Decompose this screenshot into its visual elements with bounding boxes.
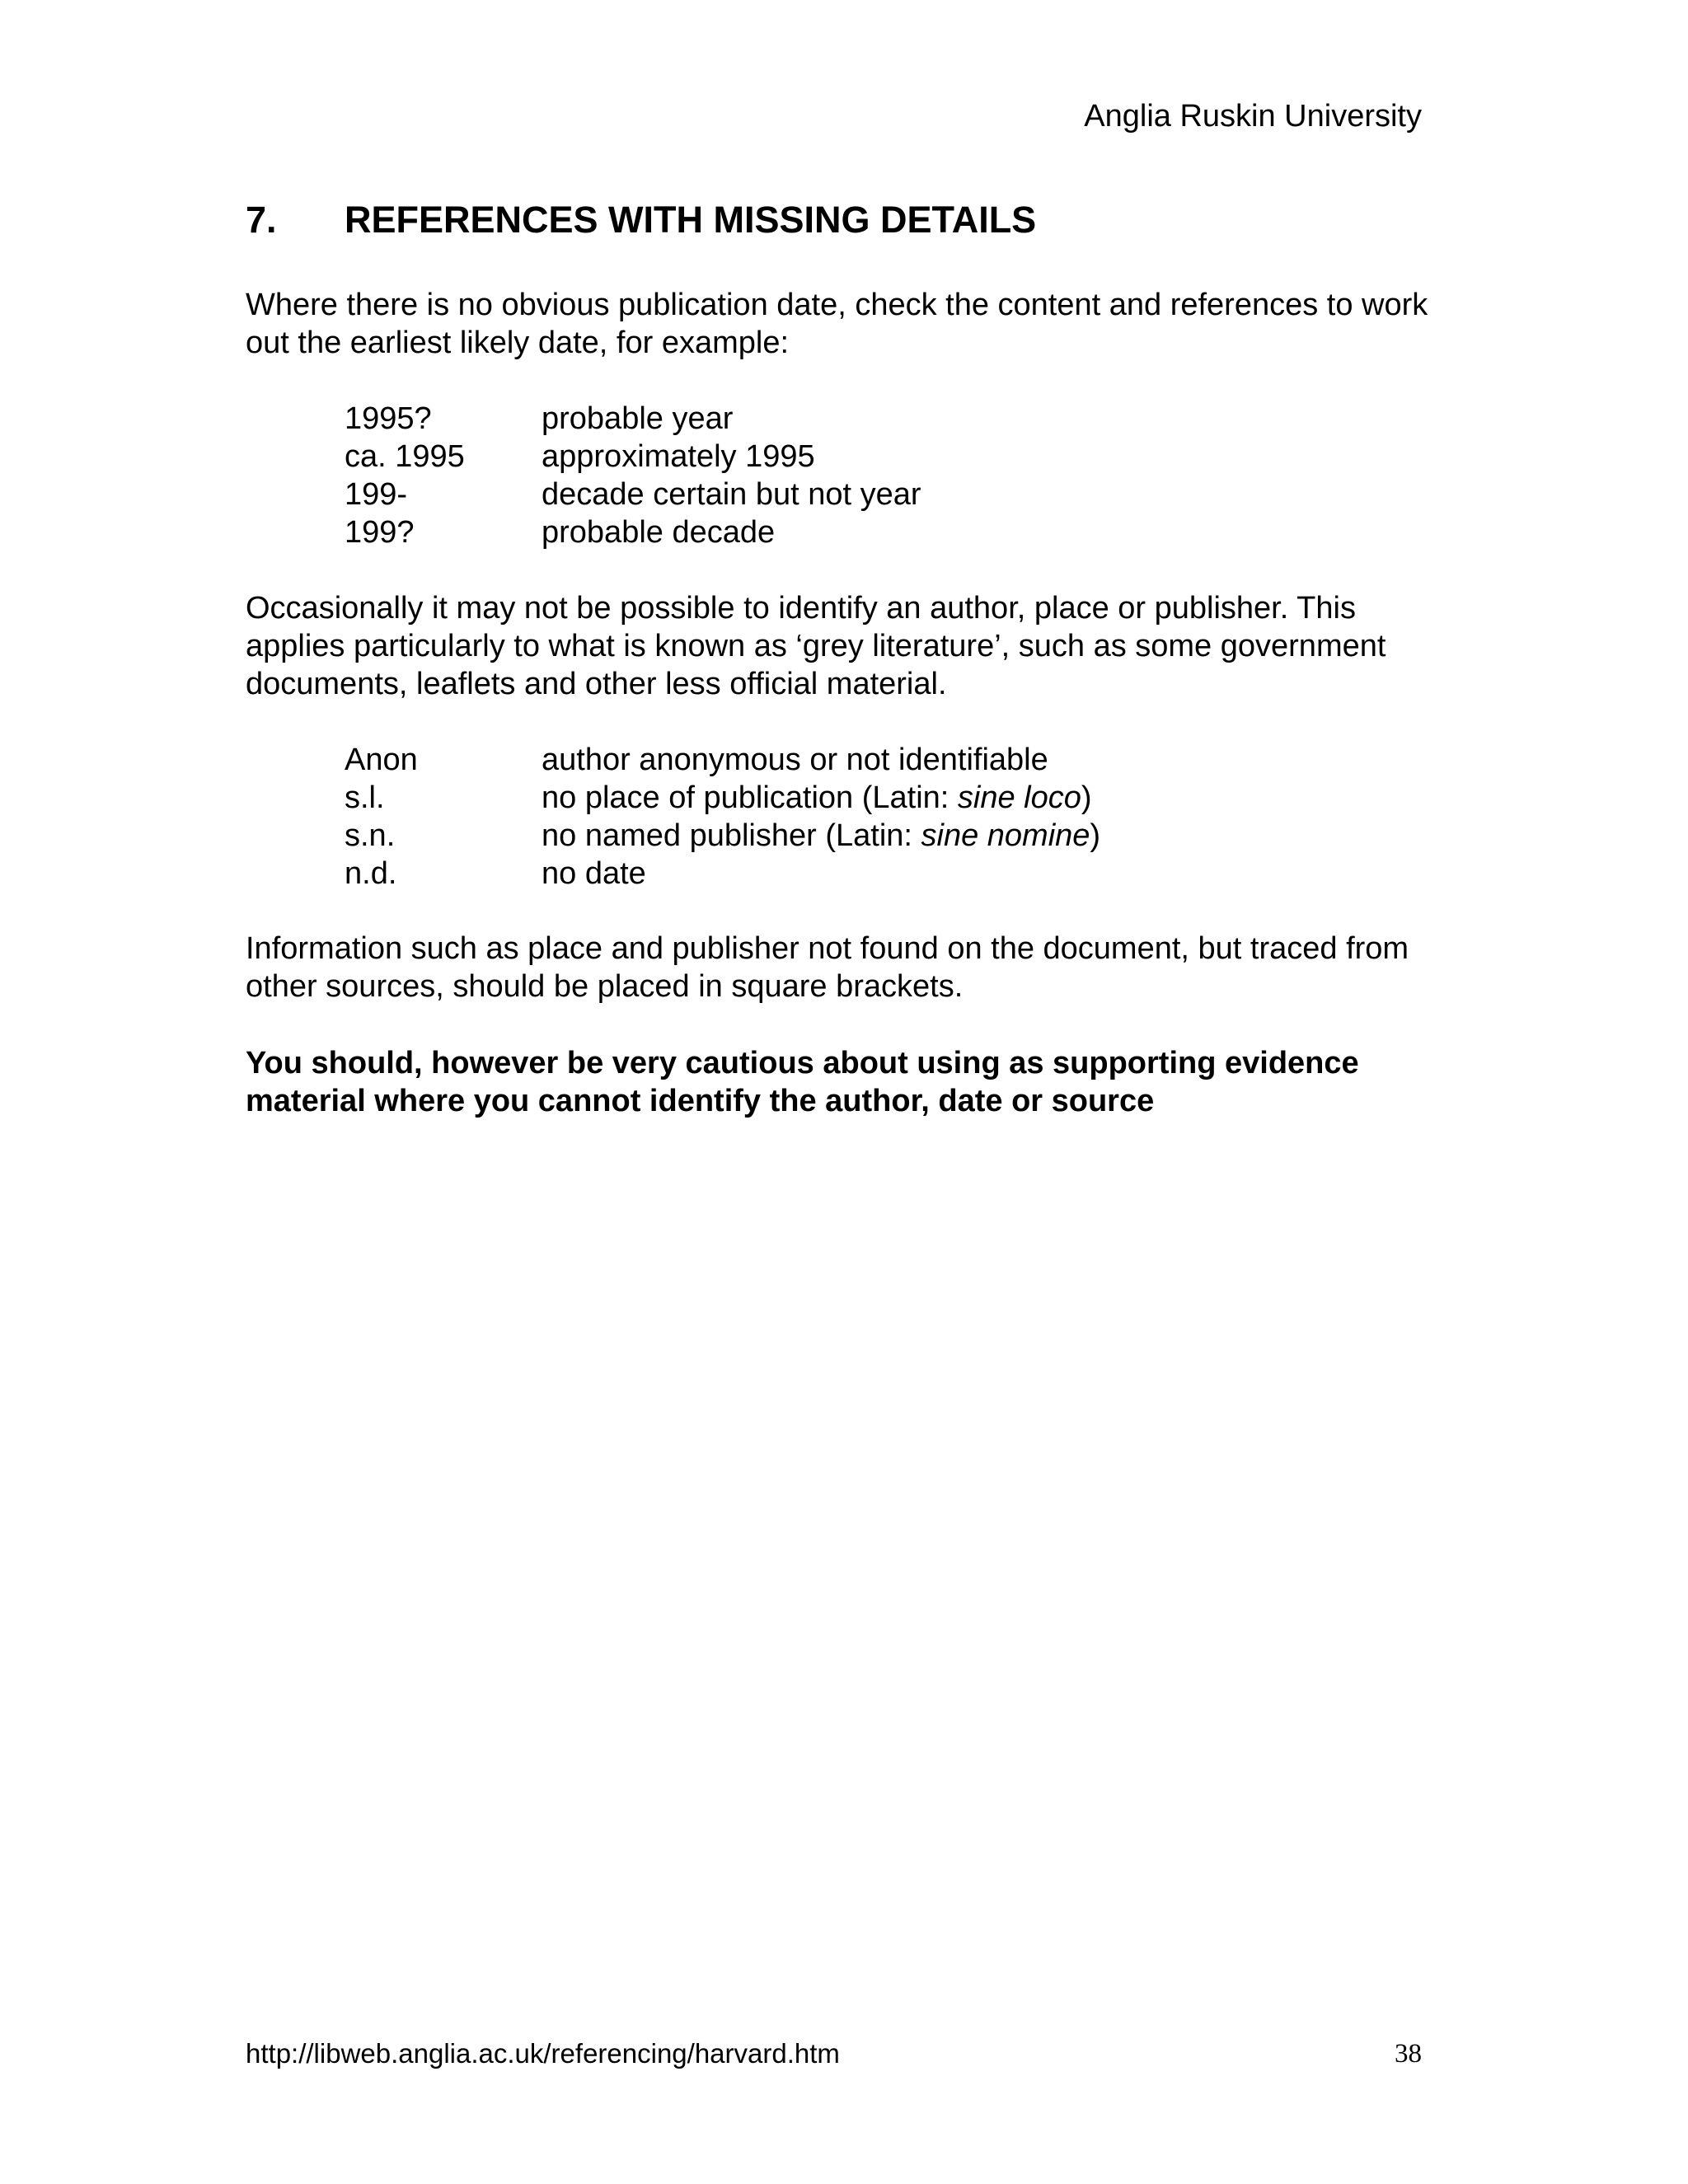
abbreviation-description — [542, 779, 1092, 817]
abbreviations-list — [345, 741, 1100, 893]
date-description: probable year — [542, 401, 734, 436]
date-description: approximately 1995 — [542, 439, 815, 474]
page-number: 38 — [1395, 2039, 1422, 2069]
date-term: 199- — [345, 477, 408, 512]
section-heading — [246, 198, 1036, 242]
abbreviation-term: Anon — [345, 743, 418, 777]
footer-url[interactable]: http://libweb.anglia.ac.uk/referencing/harvard.htm — [246, 2038, 840, 2069]
description-text: no place of publication (Latin: — [542, 780, 958, 815]
list-item — [345, 513, 921, 551]
list-item — [345, 855, 1100, 893]
header-institution: Anglia Ruskin University — [1084, 99, 1422, 134]
description-text: author anonymous or not identifiable — [542, 743, 1048, 777]
description-close: ) — [1081, 780, 1092, 815]
abbreviation-term: s.l. — [345, 780, 385, 815]
intro-dates-paragraph: Where there is no obvious publication date, check the content and references to work out the earliest likely date, for example: — [246, 288, 1428, 360]
section-number: 7. — [246, 199, 277, 241]
list-item — [345, 400, 921, 438]
date-examples-list — [345, 400, 921, 551]
latin-term: sine nomine — [921, 818, 1090, 853]
date-description: probable decade — [542, 515, 776, 550]
abbreviation-description — [542, 817, 1100, 855]
abbreviation-description — [542, 741, 1048, 779]
list-item — [345, 779, 1100, 817]
list-item — [345, 817, 1100, 855]
list-item — [345, 476, 921, 513]
date-term: ca. 1995 — [345, 439, 465, 474]
abbreviation-term: n.d. — [345, 856, 397, 891]
abbreviation-term: s.n. — [345, 818, 396, 853]
abbreviation-description — [542, 855, 646, 893]
date-description: decade certain but not year — [542, 477, 921, 512]
list-item — [345, 741, 1100, 779]
list-item — [345, 438, 921, 476]
intro-missing-paragraph: Occasionally it may not be possible to identify an author, place or publisher. This applies particularly to what is known as ‘grey literature’, such as some government documents, leaflets and other less official material. — [246, 591, 1386, 701]
description-close: ) — [1090, 818, 1101, 853]
description-text: no named publisher (Latin: — [542, 818, 921, 853]
description-text: no date — [542, 856, 646, 891]
latin-term: sine loco — [957, 780, 1081, 815]
caution-paragraph: You should, however be very cautious about using as supporting evidence material where you cannot identify the author, date or source — [246, 1046, 1359, 1118]
date-term: 1995? — [345, 401, 432, 436]
square-brackets-paragraph: Information such as place and publisher not found on the document, but traced from other sources, should be placed in square brackets. — [246, 931, 1409, 1004]
section-title: REFERENCES WITH MISSING DETAILS — [345, 199, 1037, 241]
date-term: 199? — [345, 515, 415, 550]
